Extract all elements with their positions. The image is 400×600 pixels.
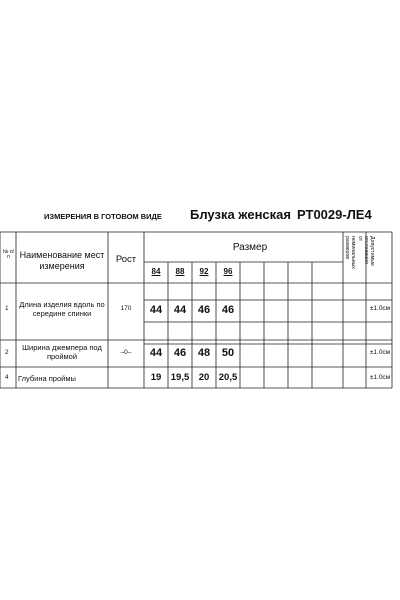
row-2-height: –0– — [120, 349, 132, 356]
row-1-value-84: 44 — [149, 304, 163, 316]
row-2-value-92: 48 — [197, 347, 211, 359]
row-2-value-88: 46 — [173, 347, 187, 359]
row-1-name: Длина изделия вдоль по середине спинки — [19, 300, 105, 319]
column-number-header: № п/п — [2, 249, 15, 261]
size-88: 88 — [175, 267, 185, 276]
row-3-value-96: 20,5 — [218, 372, 238, 383]
row-2-name: Ширина джемпера под проймой — [22, 343, 102, 362]
row-1-value-96: 46 — [221, 304, 235, 316]
row-2-tolerance: ±1.0см — [369, 349, 391, 356]
row-3-value-92: 20 — [198, 372, 210, 383]
row-3-value-88: 19,5 — [170, 372, 190, 383]
row-2-value-96: 50 — [221, 347, 235, 359]
row-1-value-88: 44 — [173, 304, 187, 316]
size-92: 92 — [199, 267, 209, 276]
row-1-number: 1 — [5, 305, 9, 312]
article-number: РТ0029-ЛЕ4 — [297, 207, 372, 222]
section-label: ИЗМЕРЕНИЯ В ГОТОВОМ ВИДЕ — [44, 212, 162, 221]
column-tolerance-header: Допустимые отклонения от номинальных размеров — [344, 236, 375, 269]
row-1-tolerance: ±1.0см — [369, 305, 391, 312]
row-2-value-84: 44 — [149, 347, 163, 359]
size-84: 84 — [151, 267, 161, 276]
row-3-number: 4 — [5, 374, 9, 381]
row-3-name: Глубина проймы — [18, 374, 76, 383]
row-3-value-84: 19 — [150, 372, 162, 383]
column-size-header: Размер — [232, 242, 268, 253]
column-name-header: Наименование мест измерения — [19, 250, 105, 272]
row-2-number: 2 — [5, 349, 9, 356]
row-3-tolerance: ±1.0см — [369, 374, 391, 381]
row-1-value-92: 46 — [197, 304, 211, 316]
product-name: Блузка женская — [190, 207, 291, 222]
column-height-header: Рост — [115, 254, 137, 265]
row-1-height: 170 — [120, 305, 132, 312]
size-96: 96 — [223, 267, 233, 276]
